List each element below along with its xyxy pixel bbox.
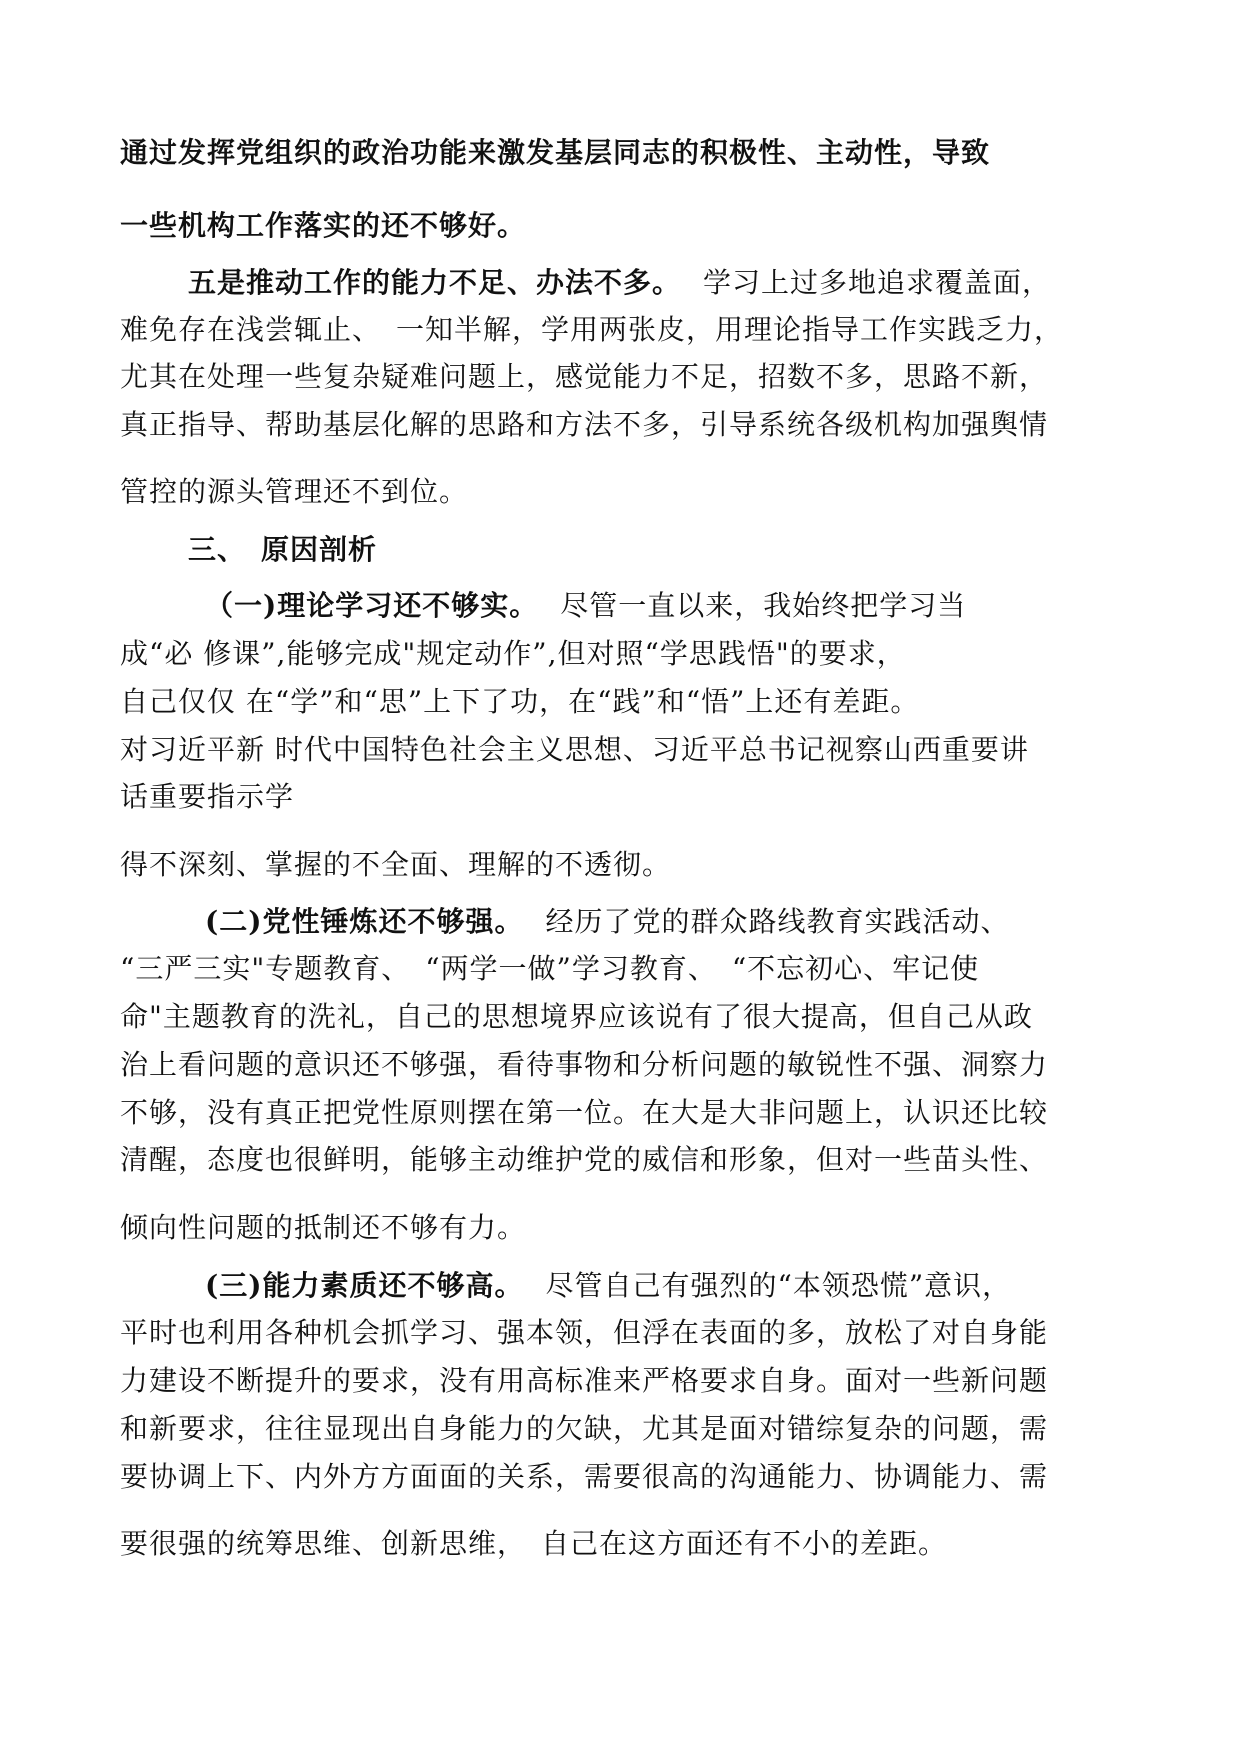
paragraph-text: 倾向性问题的抵制还不够有力。 [120,1211,527,1244]
paragraph-text: 平时也利用各种机会抓学习、强本领，但浮在表面的多，放松了对自身能 [120,1316,1049,1349]
text-line [120,400,1125,450]
paragraph-text: 清醒，态度也很鲜明，能够主动维护党的威信和形象，但对一些苗头性、 [120,1143,1049,1176]
text-line [120,467,1125,517]
bold-text: 通过发挥党组织的政治功能来激发基层同志的积极性、主动性，导致 [120,136,991,169]
paragraph-heading-line [205,897,1125,947]
paragraph-heading-line [188,258,1125,308]
paragraph-text: 治上看问题的意识还不够强，看待事物和分析问题的敏锐性不强、洞察力 [120,1048,1049,1081]
paragraph-heading: (三)能力素质还不够高。 [205,1269,524,1302]
paragraph-text: 话重要指示学 [120,780,295,813]
text-line [120,1452,1125,1502]
paragraph-text: 力建设不断提升的要求，没有用高标准来严格要求自身。面对一些新问题 [120,1364,1049,1397]
bold-text: 一些机构工作落实的还不够好。 [120,209,527,242]
paragraph-text: 尤其在处理一些复杂疑难问题上，感觉能力不足，招数不多，思路不新， [120,360,1049,393]
paragraph-text: 对习近平新 时代中国特色社会主义思想、习近平总书记视察山西重要讲 [120,733,1029,766]
paragraph-text: 得不深刻、掌握的不全面、理解的不透彻。 [120,848,672,881]
text-line [120,772,1125,822]
text-line [120,352,1125,402]
text-line [120,1135,1125,1185]
paragraph-text: 尽管自己有强烈的“本领恐慌”意识， [545,1269,1012,1302]
text-line [120,629,1125,679]
paragraph-text: 要协调上下、内外方方面面的关系，需要很高的沟通能力、协调能力、需 [120,1460,1049,1493]
text-line [120,725,1125,775]
text-line [120,1040,1125,1090]
text-line [120,992,1125,1042]
text-line [120,1203,1125,1253]
section-heading [188,525,1125,575]
text-line [120,677,1125,727]
paragraph-text: 不够，没有真正把党性原则摆在第一位。在大是大非问题上，认识还比较 [120,1096,1049,1129]
paragraph-text: “三严三实"专题教育、 “两学一做”学习教育、 “不忘初心、牢记使 [120,952,980,985]
paragraph-heading: （一)理论学习还不够实。 [205,589,539,622]
paragraph-text: 管控的源头管理还不到位。 [120,475,469,508]
text-line [120,128,1125,178]
paragraph-text: 成“必 修课”,能够完成"规定动作”,但对照“学思践悟"的要求， [120,637,906,670]
paragraph-text: 经历了党的群众路线教育实践活动、 [545,905,1010,938]
paragraph-heading-line [205,1261,1125,1311]
paragraph-text: 尽管一直以来，我始终把学习当 [560,589,967,622]
paragraph-heading-line [205,581,1125,631]
section-title: 三、 原因剖析 [188,533,378,566]
text-line [120,305,1125,355]
paragraph-heading: 五是推动工作的能力不足、办法不多。 [188,266,682,299]
text-line [120,1404,1125,1454]
paragraph-heading: (二)党性锤炼还不够强。 [205,905,524,938]
paragraph-text: 难免存在浅尝辄止、 一知半解，学用两张皮，用理论指导工作实践乏力， [120,313,1064,346]
text-line [120,201,1125,251]
text-line [120,1356,1125,1406]
paragraph-text: 要很强的统筹思维、创新思维， 自己在这方面还有不小的差距。 [120,1527,948,1560]
text-line [120,1519,1125,1569]
text-line [120,1088,1125,1138]
paragraph-text: 真正指导、帮助基层化解的思路和方法不多，引导系统各级机构加强舆情 [120,408,1049,441]
text-line [120,840,1125,890]
paragraph-text: 自己仅仅 在“学”和“思”上下了功，在“践”和“悟”上还有差距。 [120,685,920,718]
text-line [120,944,1125,994]
paragraph-text: 命"主题教育的洗礼，自己的思想境界应该说有了很大提高，但自己从政 [120,1000,1033,1033]
paragraph-text: 学习上过多地追求覆盖面， [703,266,1052,299]
paragraph-text: 和新要求，往往显现出自身能力的欠缺，尤其是面对错综复杂的问题，需 [120,1412,1049,1445]
text-line [120,1308,1125,1358]
